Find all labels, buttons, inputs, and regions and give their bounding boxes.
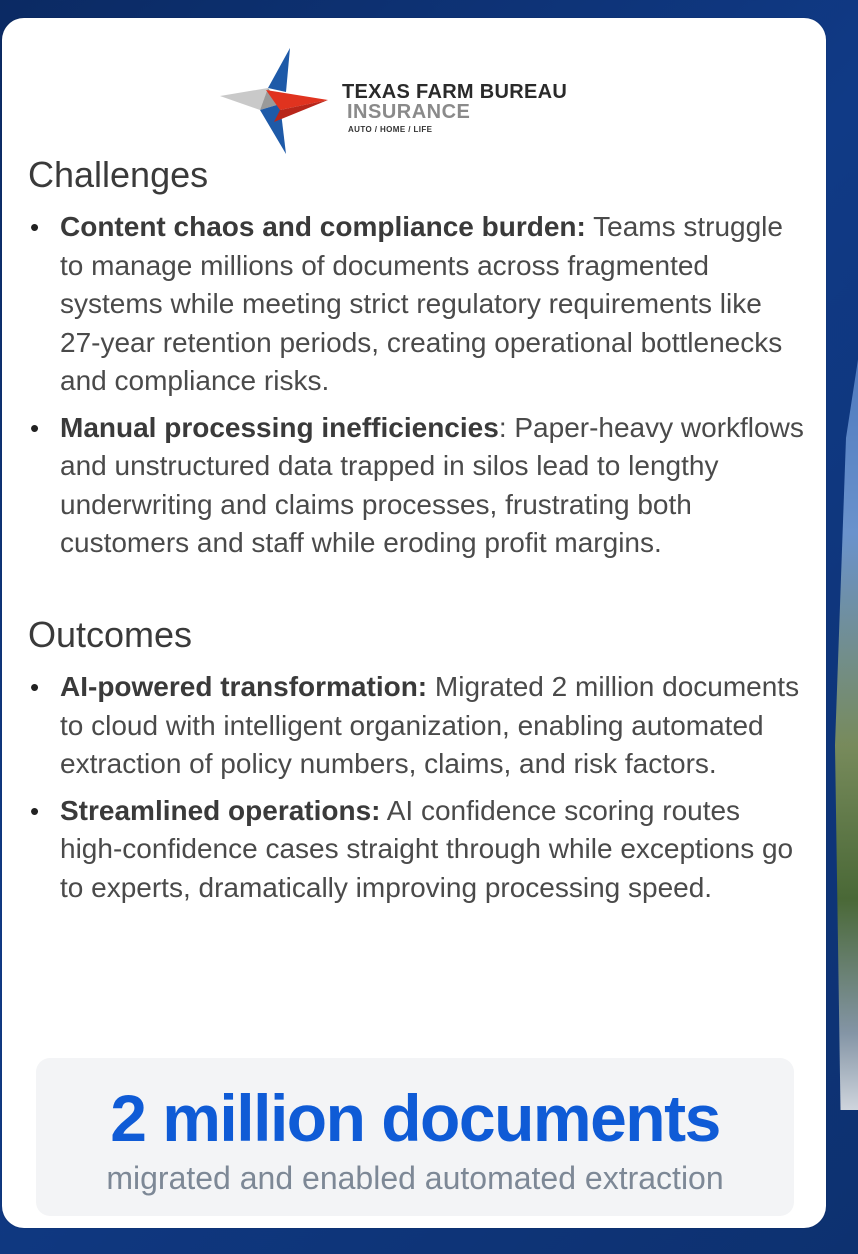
list-item <box>28 792 808 908</box>
bullet-title: Manual processing inefficiencies <box>60 411 499 443</box>
logo-name: TEXAS FARM BUREAU <box>342 81 568 103</box>
bullet-text: Teams struggle to manage millions of documents across fragmented systems while meeting strict regulatory requirements like 27-year retention periods, creating operational bottlenecks and compliance risks. <box>60 211 783 396</box>
bullet-text: : Paper-heavy workflows and unstructured data trapped in silos lead to lengthy underwriting and claims processes, frustrating both customers and staff while eroding profit margins. <box>60 411 804 558</box>
list-item <box>28 208 808 401</box>
outcomes-heading: Outcomes <box>28 614 193 655</box>
stat-value: 2 million documents <box>110 1081 720 1155</box>
bullet-text: Migrated 2 million documents to cloud with intelligent organization, enabling automated extraction of policy numbers, claims, and risk factors. <box>60 671 800 779</box>
stat-highlight-box <box>36 1058 794 1216</box>
star-logo-icon <box>220 48 340 158</box>
bullet-title: Content chaos and compliance burden: <box>60 211 586 242</box>
bullet-text: AI confidence scoring routes high-confidence cases straight through while exceptions go to experts, dramatically improving processing speed. <box>60 794 794 903</box>
content-card <box>2 18 826 1228</box>
outcomes-list <box>28 668 808 915</box>
logo-subtitle: INSURANCE <box>347 101 471 123</box>
bullet-title: AI-powered transformation: <box>60 671 428 702</box>
list-item <box>28 409 808 563</box>
list-item <box>28 668 808 784</box>
bullet-title: Streamlined operations: <box>60 794 381 826</box>
challenges-list <box>28 208 808 571</box>
challenges-heading: Challenges <box>28 154 209 195</box>
company-logo <box>220 48 640 158</box>
stat-caption: migrated and enabled automated extraction <box>106 1160 724 1196</box>
logo-tagline: AUTO / HOME / LIFE <box>348 125 433 134</box>
